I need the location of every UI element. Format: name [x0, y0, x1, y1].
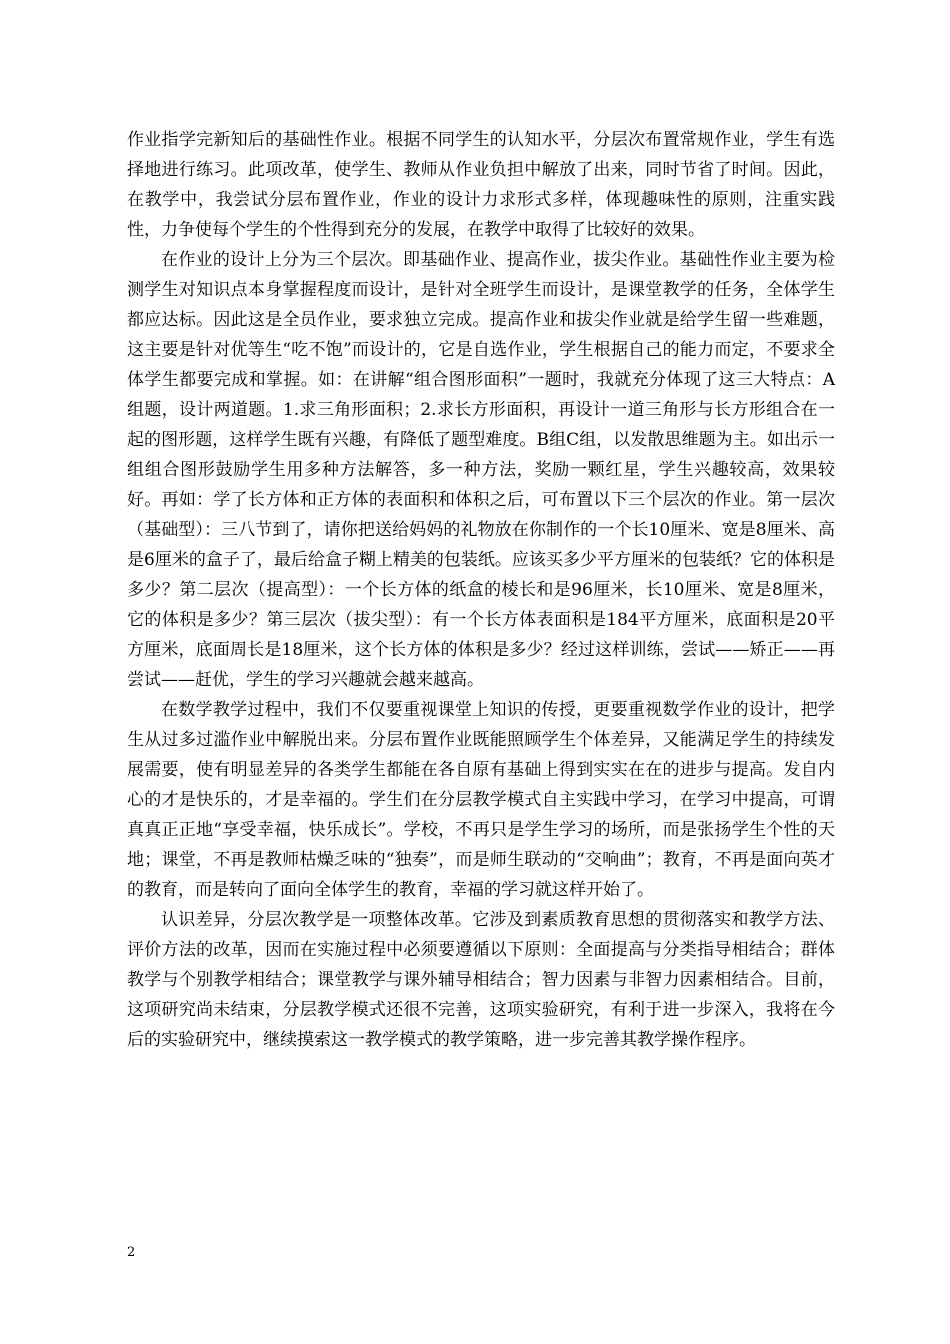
paragraph-2: 在作业的设计上分为三个层次。即基础作业、提高作业，拔尖作业。基础性作业主要为检测学生对知识点本身掌握程度而设计，是针对全班学生而设计，是课堂教学的任务，全体学生都应达标。因此这是全员作业，要求独立完成。提高作业和拔尖作业就是给学生留一些难题，这主要是针对优等生“吃不饱”而设计的，它是自选作业，学生根据自己的能力而定，不要求全体学生都要完成和掌握。如：在讲解“组合图形面积”一题时，我就充分体现了这三大特点：A组题，设计两道题。1.求三角形面积；2.求长方形面积，再设计一道三角形与长方形组合在一起的图形题，这样学生既有兴趣，有降低了题型难度。B组C组，以发散思维题为主。如出示一组组合图形鼓励学生用多种方法解答，多一种方法，奖励一颗红星，学生兴趣较高，效果较好。再如：学了长方体和正方体的表面积和体积之后，可布置以下三个层次的作业。第一层次（基础型）：三八节到了，请你把送给妈妈的礼物放在你制作的一个长10厘米、宽是8厘米、高是6厘米的盒子了，最后给盒子糊上精美的包装纸。应该买多少平方厘米的包装纸？它的体积是多少？第二层次（提高型）：一个长方体的纸盒的棱长和是96厘米，长10厘米、宽是8厘米，它的体积是多少？第三层次（拔尖型）：有一个长方体表面积是184平方厘米，底面积是20平方厘米，底面周长是18厘米，这个长方体的体积是多少？经过这样训练，尝试——矫正——再尝试——赶优，学生的学习兴趣就会越来越高。	[127, 250, 835, 690]
paragraph-4: 认识差异，分层次教学是一项整体改革。它涉及到素质教育思想的贯彻落实和教学方法、评价方法的改革，因而在实施过程中必须要遵循以下原则：全面提高与分类指导相结合；群体教学与个别教学相结合；课堂教学与课外辅导相结合；智力因素与非智力因素相结合。目前，这项研究尚未结束，分层教学模式还很不完善，这项实验研究，有利于进一步深入，我将在今后的实验研究中，继续摸索这一教学模式的教学策略，进一步完善其教学操作程序。	[127, 910, 835, 1050]
document-body	[127, 125, 835, 1055]
paragraph-3: 在数学教学过程中，我们不仅要重视课堂上知识的传授，更要重视数学作业的设计，把学生从过多过滥作业中解脱出来。分层布置作业既能照顾学生个体差异，又能满足学生的持续发展需要，使有明显差异的各类学生都能在各自原有基础上得到实实在在的进步与提高。发自内心的才是快乐的，才是幸福的。学生们在分层教学模式自主实践中学习，在学习中提高，可谓真真正正地“享受幸福，快乐成长”。学校，不再只是学生学习的场所，而是张扬学生个性的天地；课堂，不再是教师枯燥乏味的“独奏”，而是师生联动的“交响曲”；教育，不再是面向英才的教育，而是转向了面向全体学生的教育，幸福的学习就这样开始了。	[127, 700, 835, 900]
page-number: 2	[127, 1245, 136, 1260]
paragraph-1: 作业指学完新知后的基础性作业。根据不同学生的认知水平，分层次布置常规作业，学生有选择地进行练习。此项改革，使学生、教师从作业负担中解放了出来，同时节省了时间。因此，在教学中，我尝试分层布置作业，作业的设计力求形式多样，体现趣味性的原则，注重实践性，力争使每个学生的个性得到充分的发展，在教学中取得了比较好的效果。	[127, 130, 835, 240]
